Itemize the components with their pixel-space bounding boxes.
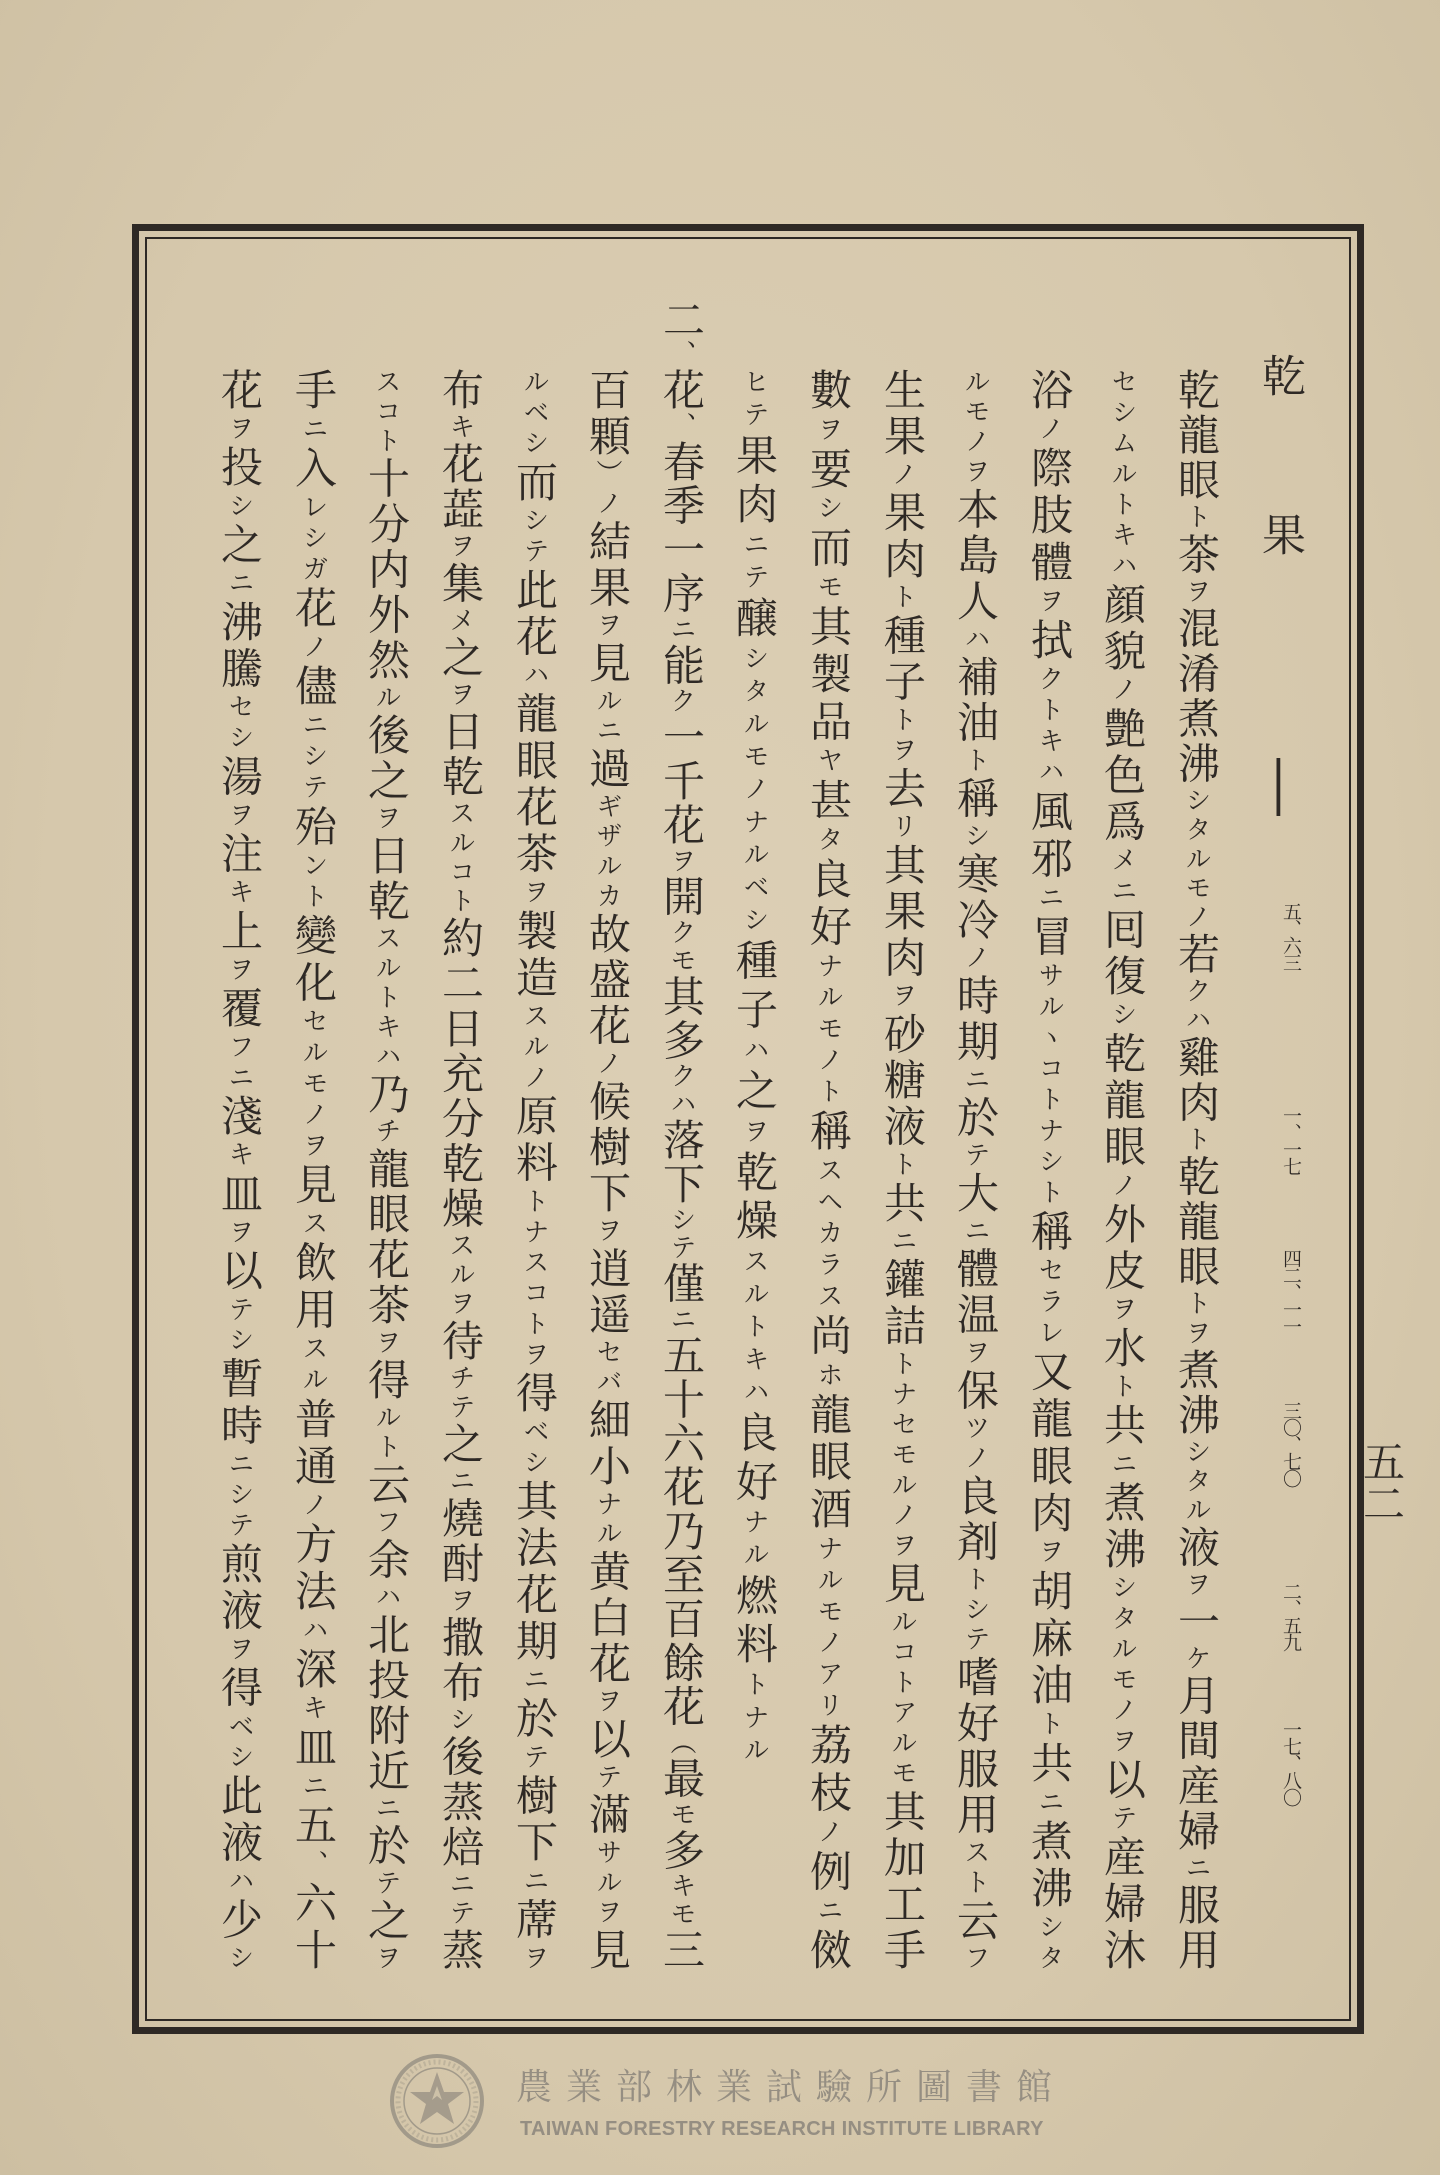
kana-run: （ <box>666 1728 696 1757</box>
kana-run: スト <box>960 1838 990 1899</box>
kana-run: シタルモノヲ <box>1107 1573 1137 1758</box>
kana-run: ベシ <box>519 1417 549 1480</box>
kana-run: ニ <box>1034 1788 1064 1820</box>
kana-run: メニ <box>1107 846 1137 908</box>
kana-run: シタル <box>1181 1438 1211 1526</box>
kana-run: ヲ <box>371 804 401 834</box>
kana-run: ニ <box>666 1305 696 1334</box>
kana-run: ヲ <box>519 878 549 909</box>
kana-run: ヲ <box>666 846 696 875</box>
kana-run: ヲ <box>1034 587 1064 619</box>
kana-run: ニシテ <box>224 1449 254 1542</box>
kana-run: ヲ <box>371 1328 401 1359</box>
kana-run: ルベシ <box>519 368 549 460</box>
kana-run: ヲ <box>445 1586 475 1616</box>
kana-run: ノ <box>960 943 990 974</box>
kana-run: クハ <box>666 1062 696 1119</box>
kana-run: スコト <box>371 368 401 457</box>
body-text-column: 浴ノ際肢體ヲ拭クトキハ風邪ニ冒サルヽコトナシト稱セラレ又龍眼肉ヲ胡麻油ト共ニ煮沸シタ <box>1025 368 1074 1971</box>
kana-run: テ <box>371 1869 401 1899</box>
kana-run: ハ <box>739 1036 769 1069</box>
kana-run: テシ <box>224 1295 254 1357</box>
kana-run: シ <box>813 494 843 526</box>
watermark-library-name-english: TAIWAN FORESTRY RESEARCH INSTITUTE LIBRARY <box>520 2118 1044 2140</box>
kana-run: 、 <box>666 411 696 440</box>
kana-run: ヤ <box>813 746 843 779</box>
table-row-value: 三〇、七〇 <box>1280 1401 1302 1486</box>
kana-run: ニ <box>298 415 328 447</box>
kana-run: ホ <box>813 1360 843 1393</box>
kana-run: ニ <box>666 615 696 644</box>
kana-run: チ <box>371 1117 401 1147</box>
kana-run: レシガ <box>298 493 328 587</box>
kana-run: ヲ <box>445 680 475 710</box>
kana-run: 、 <box>666 340 696 366</box>
kana-run: シタ <box>1034 1913 1064 1971</box>
kana-run: フニ <box>224 1032 254 1095</box>
body-text-column: 數ヲ要シ而モ其製品ヤ甚タ良好ナルモノト稱スヘカラス尚ホ龍眼酒ナルモノアリ荔枝ノ例ニ傚 <box>804 368 853 1971</box>
kana-run: ヲ <box>592 1216 622 1247</box>
kana-run: ノ <box>592 1049 622 1080</box>
kana-run: フ <box>960 1944 990 1971</box>
forestry-institute-logo-icon <box>388 2052 486 2150</box>
kana-run: チテ <box>445 1363 475 1423</box>
kana-run: ト <box>960 746 990 777</box>
body-text-column: 生果ノ果肉ト種子トヲ去リ其果肉ヲ砂糖液ト共ニ鑵詰トナセモルノヲ見ルコトアルモ其加工手 <box>878 368 927 1971</box>
kana-run: ヲ <box>445 532 475 562</box>
kana-run: ナル <box>739 1508 769 1574</box>
table-row-value: 一七、八〇 <box>1280 1720 1302 1805</box>
watermark-library-name: 農業部林業試驗所圖書館 <box>516 2067 1067 2108</box>
kana-run: ヒテ <box>739 368 769 434</box>
kana-run: ト <box>887 1150 917 1181</box>
kana-run: ツノ <box>960 1414 990 1474</box>
kana-run: ス <box>298 1209 328 1241</box>
kana-run: ニ <box>887 1227 917 1258</box>
kana-run: ルニ <box>592 686 622 747</box>
kana-run: ヲ <box>813 415 843 447</box>
kana-run: ニテ <box>445 1870 475 1929</box>
kana-run: シ <box>1107 1000 1137 1032</box>
kana-run: クハ <box>1181 977 1211 1036</box>
kana-run: ニ <box>519 1665 549 1697</box>
kana-run: ヲ <box>224 1218 254 1249</box>
kana-run: スルノ <box>519 1002 549 1095</box>
kana-run: テ <box>960 1141 990 1172</box>
kana-run: キモ <box>666 1872 696 1929</box>
kana-run: タ <box>813 825 843 858</box>
kana-run: ケ <box>1181 1644 1211 1674</box>
body-text-column: ルベシ而シテ此花ハ龍眼花茶ヲ製造スルノ原料トナスコトヲ得ベシ其法花期ニ於テ樹下ニ蓆ヲ <box>510 368 559 1971</box>
kana-run: ニ <box>1181 1854 1211 1884</box>
table-row-value: 二、五九 <box>1280 1582 1302 1650</box>
kana-run: ク <box>666 687 696 716</box>
kana-run: ハ <box>519 661 549 692</box>
table-row-value: 四二、一一 <box>1280 1249 1302 1334</box>
kana-run: ト <box>887 583 917 614</box>
page-number: 五二 <box>1357 1440 1406 1524</box>
body-text-column: スコト十分内外然ル後之ヲ日乾スルトキハ乃チ龍眼花茶ヲ得ルト云フ余ハ北投附近ニ於テ之ヲ <box>362 368 411 1971</box>
kana-run: テ <box>592 1762 622 1793</box>
kana-run: モ <box>813 573 843 605</box>
kana-run: ニシテ <box>298 711 328 805</box>
kana-run: ニ <box>813 1896 843 1929</box>
kana-run: トシテ <box>960 1565 990 1656</box>
body-text-column: 手ニ入レシガ花ノ儘ニシテ殆ント變化セルモノヲ見ス飲用スル普通ノ方法ハ深キ皿ニ五、六十 <box>289 368 338 1971</box>
kana-run: ニテ <box>739 530 769 597</box>
kana-run: モ <box>666 1800 696 1829</box>
table-row-label-char: 果 <box>1254 512 1305 556</box>
kana-run: ニ <box>445 1467 475 1497</box>
kana-run: ハ <box>224 1866 254 1898</box>
kana-run: 、 <box>298 1850 328 1882</box>
kana-run: シ <box>224 1944 254 1971</box>
kana-run: ヲ <box>224 1635 254 1666</box>
kana-run: セルモノヲ <box>298 1007 328 1163</box>
body-text-column: 花、春季一序ニ能ク一千花ヲ開クモ其多クハ落下シテ僅ニ五十六花乃至百餘花（最モ多キモ三 <box>657 368 706 1971</box>
kana-run: キ <box>224 878 254 909</box>
kana-run: ヲ <box>960 1338 990 1369</box>
kana-run: ノ <box>1107 1171 1137 1203</box>
kana-run: セバ <box>592 1338 622 1399</box>
kana-run: ニ <box>519 1866 549 1898</box>
kana-run: スルトキハ <box>739 1247 769 1411</box>
kana-run: シ <box>224 491 254 523</box>
kana-run: シテ <box>519 506 549 568</box>
kana-run: トナスコトヲ <box>519 1187 549 1372</box>
kana-run: ナルモノト <box>813 951 843 1109</box>
kana-run: ハ <box>371 1582 401 1613</box>
table-row-value: 五、六三 <box>1280 902 1302 970</box>
kana-run: フ <box>371 1508 401 1538</box>
kana-run: メ <box>445 606 475 636</box>
kana-run: キ <box>224 1140 254 1172</box>
kana-run: ルコトアルモ <box>887 1607 917 1790</box>
kana-run: ノ <box>298 1490 328 1522</box>
table-row-value: 一、一七 <box>1280 1106 1302 1174</box>
table-row-dash: ― <box>1249 758 1317 816</box>
kana-run: ナルモノアリ <box>813 1534 843 1724</box>
kana-run: ニ <box>960 1216 990 1247</box>
kana-run: ニ <box>371 1794 401 1824</box>
kana-run: ギザルカ <box>592 792 622 912</box>
kana-run: ）ノ <box>592 459 622 520</box>
body-text-column: 百顆）ノ結果ヲ見ルニ過ギザルカ故盛花ノ候樹下ヲ逍遥セバ細小ナル黄白花ヲ以テ滿サルヲ見 <box>583 368 632 1971</box>
kana-run: サルヽコトナシト <box>1034 961 1064 1210</box>
kana-run: ノ <box>813 1817 843 1850</box>
kana-run: ニ <box>224 569 254 600</box>
kana-run: ト <box>1181 1125 1211 1155</box>
kana-run: ヲ <box>519 1944 549 1971</box>
kana-run: ト <box>1034 1709 1064 1741</box>
kana-run: ヲ <box>1181 577 1211 607</box>
kana-run: サルヲ <box>592 1838 622 1929</box>
kana-run: クトキハ <box>1034 665 1064 790</box>
kana-run: ノ <box>298 633 328 665</box>
kana-run: ニ <box>960 1065 990 1096</box>
kana-run: スルトキハ <box>371 924 401 1072</box>
kana-run: ヲ <box>592 1687 622 1718</box>
kana-run: ルト <box>371 1403 401 1463</box>
kana-run: ノ <box>1034 415 1064 447</box>
kana-run: トナセモルノヲ <box>887 1349 917 1562</box>
body-text-column: ルモノヲ本島人ハ補油ト稱シ寒冷ノ時期ニ於テ大ニ體温ヲ保ツノ良剤トシテ嗜好服用スト云フ <box>951 368 1000 1971</box>
kana-run: リ <box>887 812 917 843</box>
kana-run: スルヲ <box>445 1231 475 1319</box>
body-text-column: 乾龍眼ト茶ヲ混淆煮沸シタルモノ若クハ雞肉ト乾龍眼トヲ煮沸シタル液ヲ一ケ月間産婦ニ服用 <box>1172 368 1221 1971</box>
table-row-label-char: 乾 <box>1254 353 1305 397</box>
kana-run: ナル <box>592 1489 622 1550</box>
kana-run: シタルモノ <box>1181 786 1211 933</box>
kana-run: シ <box>445 1705 475 1735</box>
kana-run: ント <box>298 851 328 914</box>
kana-run: シテ <box>666 1205 696 1262</box>
kana-run: キ <box>445 413 475 443</box>
kana-run: スルコト <box>445 799 475 917</box>
kana-run: ヲ <box>371 1944 401 1971</box>
kana-run: キ <box>298 1694 328 1726</box>
kana-run: トヲ <box>1181 1289 1211 1348</box>
kana-run: トナル <box>739 1670 769 1763</box>
kana-run: ヲ <box>1181 1570 1211 1600</box>
kana-run: シ <box>960 822 990 853</box>
kana-run: ノ <box>887 460 917 491</box>
kana-run: ニ <box>1034 883 1064 915</box>
kana-run: ヲ <box>1034 1537 1064 1569</box>
kana-run: ベシ <box>224 1712 254 1774</box>
kana-run: ヲ <box>1107 1295 1137 1326</box>
kana-run: ヲ <box>739 1117 769 1151</box>
kana-run: ハ <box>298 1615 328 1647</box>
body-text-column: 布キ花蕋ヲ集メ之ヲ日乾スルコト約二日充分乾燥スルヲ待チテ之ニ燒酎ヲ撒布シ後蒸焙ニテ蒸 <box>436 368 485 1971</box>
kana-run: ル <box>371 683 401 714</box>
kana-run: セラレ <box>1034 1256 1064 1350</box>
kana-run: トヲ <box>887 706 917 767</box>
kana-run: スヘカラス <box>813 1156 843 1314</box>
kana-run: ヲ <box>224 801 254 832</box>
section-number: 二、 <box>657 298 706 366</box>
kana-run: ヲ <box>224 414 254 446</box>
kana-run: ト <box>1181 503 1211 533</box>
body-text-column: セシムルトキハ顔貌ノ艶色爲メニ囘復シ乾龍眼ノ外皮ヲ水ト共ニ煮沸シタルモノヲ以テ産婦沐 <box>1098 368 1147 1971</box>
kana-run: ヲ <box>887 981 917 1012</box>
kana-run: テ <box>1107 1804 1137 1835</box>
kana-run: クモ <box>666 918 696 975</box>
kana-run: テ <box>519 1742 549 1774</box>
kana-run: ヲ <box>224 955 254 987</box>
body-text-column: ヒテ果肉ニテ醸シタルモノナルベシ種子ハ之ヲ乾燥スルトキハ良好ナル燃料トナル <box>730 368 779 1763</box>
kana-run: セシ <box>224 693 254 755</box>
kana-run: ハ <box>960 624 990 655</box>
kana-run: スル <box>298 1334 328 1397</box>
body-text-column: 花ヲ投シ之ニ沸騰セシ湯ヲ注キ上ヲ覆フニ淺キ皿ヲ以テシ暫時ニシテ煎液ヲ得ベシ此液ハ少シ <box>215 368 264 1971</box>
kana-run: ト <box>1107 1372 1137 1404</box>
kana-run: ルモノヲ <box>960 368 990 488</box>
kana-run: ノ <box>1107 675 1137 707</box>
kana-run: ニ <box>298 1772 328 1804</box>
kana-run: セシムルトキハ <box>1107 368 1137 583</box>
kana-run: ニ <box>1107 1449 1137 1481</box>
kana-run: ヲ <box>592 611 622 642</box>
kana-run: シタルモノナルベシ <box>739 644 769 939</box>
